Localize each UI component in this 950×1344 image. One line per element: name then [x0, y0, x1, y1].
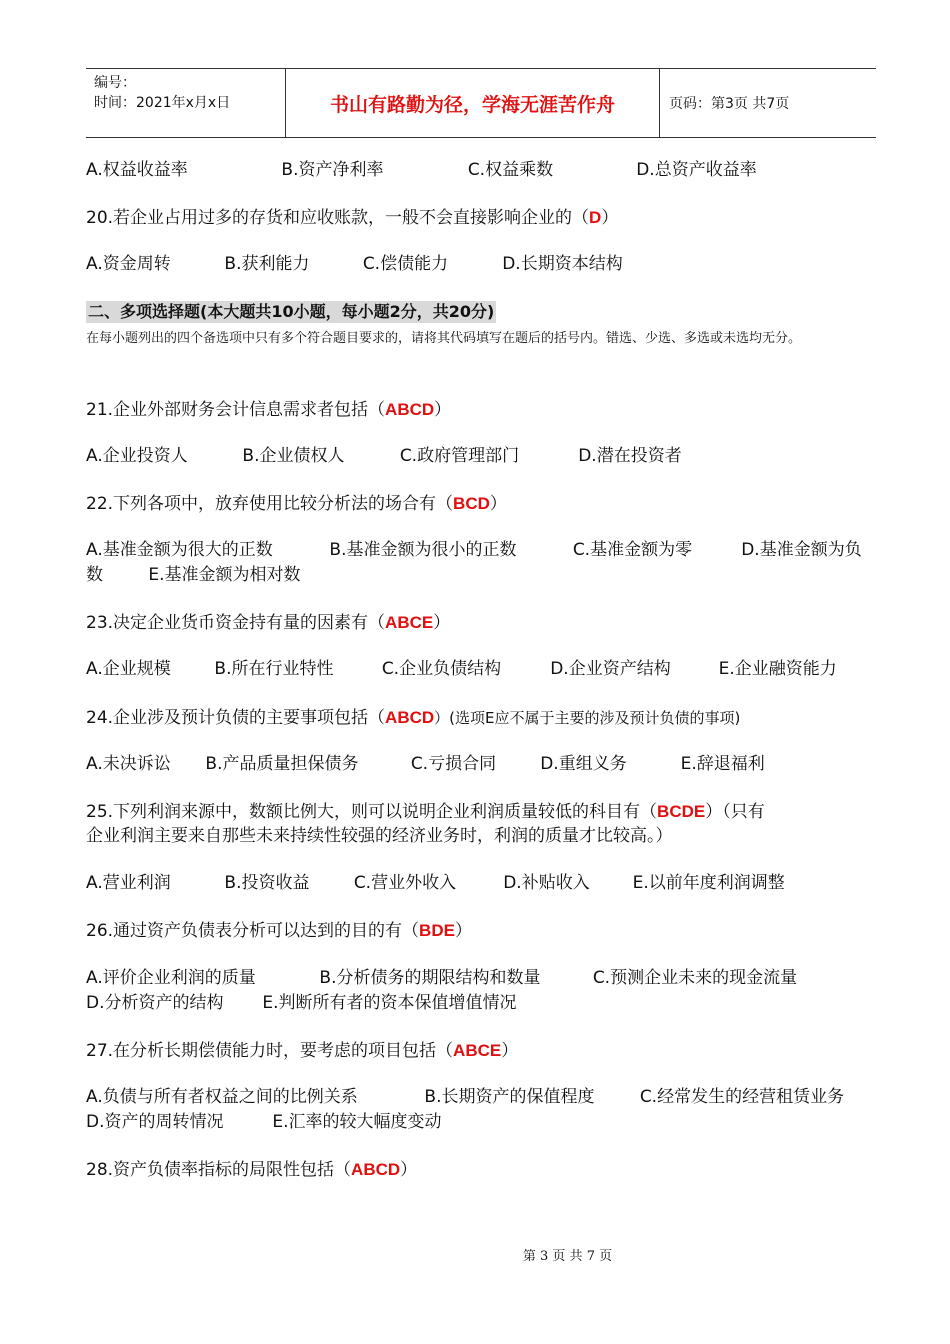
option: C.营业外收入: [353, 873, 457, 893]
option: C.偿债能力: [362, 254, 449, 274]
option: A.负债与所有者权益之间的比例关系: [86, 1087, 358, 1107]
option: D.重组义务: [540, 754, 627, 774]
question-text: 27.在分析长期偿债能力时，要考虑的项目包括（: [86, 1041, 454, 1061]
question-close: ）: [400, 1160, 418, 1180]
q20-options: [86, 252, 876, 277]
answer: BCD: [453, 494, 490, 513]
page-footer: 第 3 页 共 7 页: [522, 1249, 613, 1264]
question-text: 21.企业外部财务会计信息需求者包括（: [86, 400, 386, 420]
option: D.潜在投资者: [578, 446, 682, 466]
option: C.基准金额为零: [572, 540, 693, 560]
option: C.企业负债结构: [381, 659, 502, 679]
q26-options-line2: [86, 991, 876, 1016]
time-label: 时间：2021年x月x日: [94, 95, 231, 111]
question-24: [86, 705, 876, 731]
option: C.预测企业未来的现金流量: [592, 968, 798, 988]
answer: BDE: [419, 921, 455, 940]
answer: ABCD: [385, 708, 435, 727]
option: C.政府管理部门: [399, 446, 520, 466]
answer: ABCE: [453, 1041, 502, 1060]
option: D.总资产收益率: [636, 160, 757, 180]
option: A.评价企业利润的质量: [86, 968, 256, 988]
option: B.分析债务的期限结构和数量: [319, 968, 541, 988]
number-label: 编号：: [94, 75, 136, 91]
option: E.辞退福利: [680, 754, 765, 774]
answer: BCDE: [657, 802, 706, 821]
q26-options-line1: [86, 966, 876, 991]
option: A.企业投资人: [86, 446, 188, 466]
answer: ABCD: [351, 1160, 401, 1179]
question-text: 23.决定企业货币资金持有量的因素有（: [86, 613, 386, 633]
option: A.权益收益率: [86, 160, 188, 180]
option: B.所在行业特性: [214, 659, 334, 679]
option: E.判断所有者的资本保值增值情况: [262, 993, 517, 1013]
option: B.资产净利率: [281, 160, 384, 180]
option: C.亏损合同: [410, 754, 497, 774]
q19-options: [86, 158, 876, 183]
option: B.获利能力: [224, 254, 310, 274]
question-22: [86, 491, 876, 517]
option-continuation: 数: [86, 565, 103, 585]
q27-options-line2: [86, 1110, 876, 1135]
question-text: 25.下列利润来源中，数额比例大，则可以说明企业利润质量较低的科目有（: [86, 802, 658, 822]
question-25-note: 企业利润主要来自那些未来持续性较强的经济业务时，利润的质量才比较高。）: [86, 826, 673, 846]
option: B.基准金额为很小的正数: [329, 540, 517, 560]
option: A.营业利润: [86, 873, 171, 893]
q25-options: [86, 871, 876, 896]
question-close: ）: [454, 921, 472, 941]
option: D.资产的周转情况: [86, 1112, 224, 1132]
option: E.汇率的较大幅度变动: [272, 1112, 442, 1132]
option: D.长期资本结构: [502, 254, 623, 274]
header-page-label: 页码：第3页 共7页: [669, 96, 790, 112]
option: B.企业债权人: [242, 446, 345, 466]
question-text: 24.企业涉及预计负债的主要事项包括（: [86, 708, 386, 728]
question-21: [86, 397, 876, 423]
question-close: ）: [601, 208, 619, 228]
option: A.企业规模: [86, 659, 171, 679]
question-23: [86, 610, 876, 636]
option: E.企业融资能力: [718, 659, 837, 679]
question-text: 20.若企业占用过多的存货和应收账款，一般不会直接影响企业的（: [86, 208, 590, 228]
answer: ABCE: [385, 613, 434, 632]
question-25: [86, 799, 876, 825]
question-26: [86, 918, 876, 944]
section-instruction: 在每小题列出的四个备选项中只有多个符合题目要求的，请将其代码填写在题后的括号内。错选、少选、多选或未选均无分。: [86, 331, 802, 346]
option: A.资金周转: [86, 254, 171, 274]
q24-options: [86, 752, 876, 777]
option: D.企业资产结构: [550, 659, 671, 679]
question-text: 22.下列各项中，放弃使用比较分析法的场合有（: [86, 494, 454, 514]
option: C.权益乘数: [467, 160, 554, 180]
option: B.长期资产的保值程度: [424, 1087, 595, 1107]
header-meta: [86, 69, 286, 137]
question-close: ）: [489, 494, 507, 514]
question-close: ）（只有: [705, 802, 765, 822]
option: E.以前年度利润调整: [632, 873, 785, 893]
answer: ABCD: [385, 400, 435, 419]
question-text: 28.资产负债率指标的局限性包括（: [86, 1160, 352, 1180]
question-close: ）: [433, 613, 451, 633]
section-title: 二、多项选择题(本大题共10小题，每小题2分，共20分): [88, 302, 495, 321]
question-text: 26.通过资产负债表分析可以达到的目的有（: [86, 921, 420, 941]
option: A.未决诉讼: [86, 754, 171, 774]
question-close: ）: [501, 1041, 519, 1061]
q23-options: [86, 657, 876, 682]
answer: D: [589, 208, 602, 227]
option: D.分析资产的结构: [86, 993, 224, 1013]
question-close: ）(选项E应不属于主要的涉及预计负债的事项): [434, 709, 741, 727]
q22-options-line1: [86, 538, 876, 563]
option: E.基准金额为相对数: [148, 565, 301, 585]
q27-options-line1: [86, 1085, 876, 1110]
option: C.经常发生的经营租赁业务: [639, 1087, 845, 1107]
question-close: ）: [434, 400, 452, 420]
option: B.投资收益: [224, 873, 310, 893]
option: D.基准金额为负: [741, 540, 862, 560]
option: A.基准金额为很大的正数: [86, 540, 273, 560]
q22-options-line2: [86, 563, 876, 588]
option: D.补贴收入: [503, 873, 590, 893]
header-motto: 书山有路勤为径，学海无涯苦作舟: [286, 69, 660, 137]
question-20: [86, 205, 876, 231]
page-header: [86, 68, 876, 138]
option: B.产品质量担保债务: [205, 754, 359, 774]
question-28: [86, 1157, 876, 1183]
q21-options: [86, 444, 876, 469]
question-27: [86, 1038, 876, 1064]
